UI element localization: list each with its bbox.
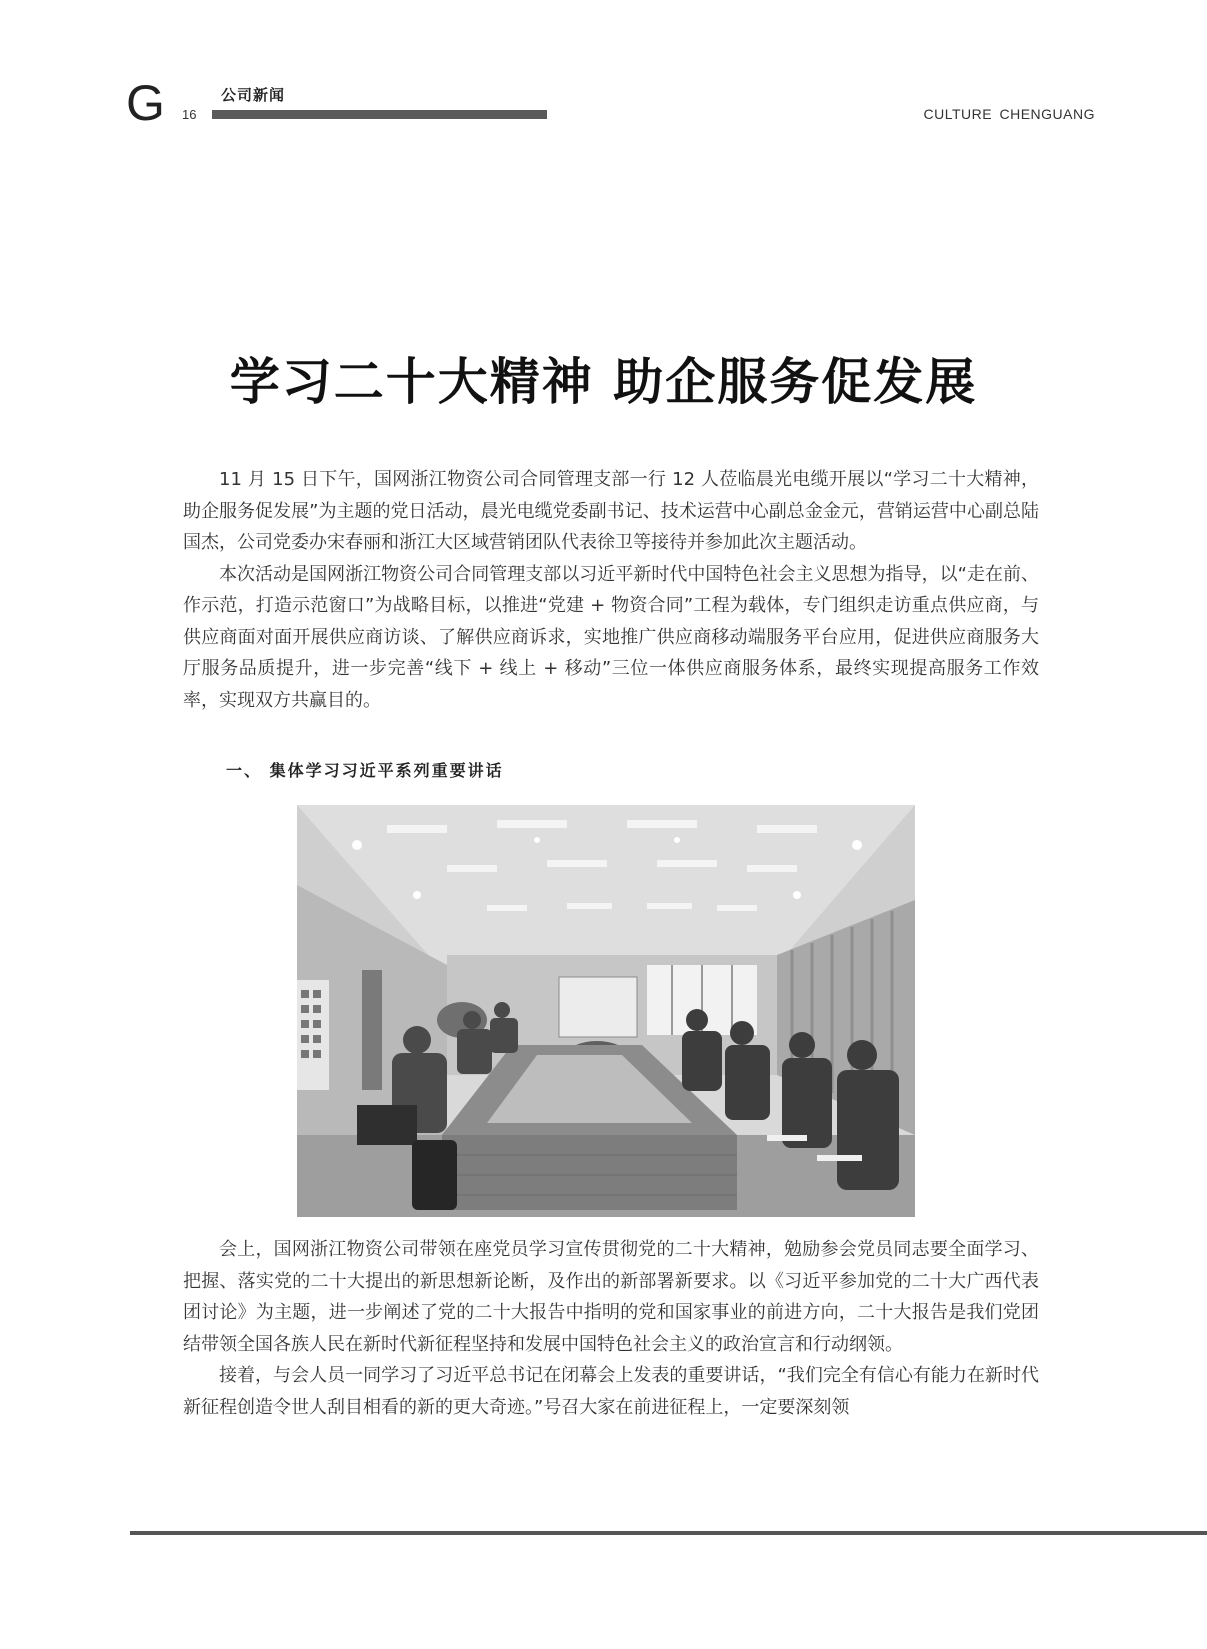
- page-number: 16: [182, 107, 197, 122]
- header-letter-logo: G: [126, 75, 165, 131]
- article-title: 学习二十大精神 助企服务促发展: [229, 352, 978, 411]
- paragraph: 会上，国网浙江物资公司带领在座党员学习宣传贯彻党的二十大精神，勉励参会党员同志要全面学习、把握、落实党的二十大提出的新思想新论断，及作出的新部署新要求。以《习近平参加党的二十大广西代表团讨论》为主题，进一步阐述了党的二十大报告中指明的党和国家事业的前进方向，二十大报告是我们党团结带领全国各族人民在新时代新征程坚持和发展中国特色社会主义的政治宣言和行动纲领。: [183, 1239, 1039, 1355]
- section-name: 公司新闻: [221, 86, 286, 104]
- paragraph: 本次活动是国网浙江物资公司合同管理支部以习近平新时代中国特色社会主义思想为指导，以“走在前、作示范，打造示范窗口”为战略目标，以推进“党建 + 物资合同”工程为载体，专门组织走访重点供应商，与供应商面对面开展供应商访谈、了解供应商诉求，实地推广供应商移动端服务平台应用，促进供应商服务大厅服务品质提升，进一步完善“线下 + 线上 + 移动”三位一体供应商服务体系，最终实现提高服务工作效率，实现双方共赢目的。: [183, 563, 1039, 711]
- meeting-photo-illustration: [297, 805, 915, 1217]
- paragraph: 接着，与会人员一同学习了习近平总书记在闭幕会上发表的重要讲话，“我们完全有信心有能力在新时代新征程创造令世人刮目相看的新的更大奇迹。”号召大家在前进征程上，一定要深刻领: [183, 1365, 1039, 1418]
- section-heading: 一、 集体学习习近平系列重要讲话: [226, 761, 504, 780]
- meeting-photo: [297, 805, 915, 1217]
- publication-name: CULTURE CHENGUANG: [923, 106, 1095, 122]
- paragraph: 11 月 15 日下午，国网浙江物资公司合同管理支部一行 12 人莅临晨光电缆开展以“学习二十大精神，助企服务促发展”为主题的党日活动，晨光电缆党委副书记、技术运营中心副总金金元，营销运营中心副总陆国杰，公司党委办宋春丽和浙江大区域营销团队代表徐卫等接待并参加此次主题活动。: [183, 469, 1039, 553]
- article-body-continued: [183, 1234, 1039, 1423]
- article-body-intro: [183, 464, 1039, 716]
- footer-rule: [130, 1531, 1207, 1535]
- header-bar: [212, 110, 547, 119]
